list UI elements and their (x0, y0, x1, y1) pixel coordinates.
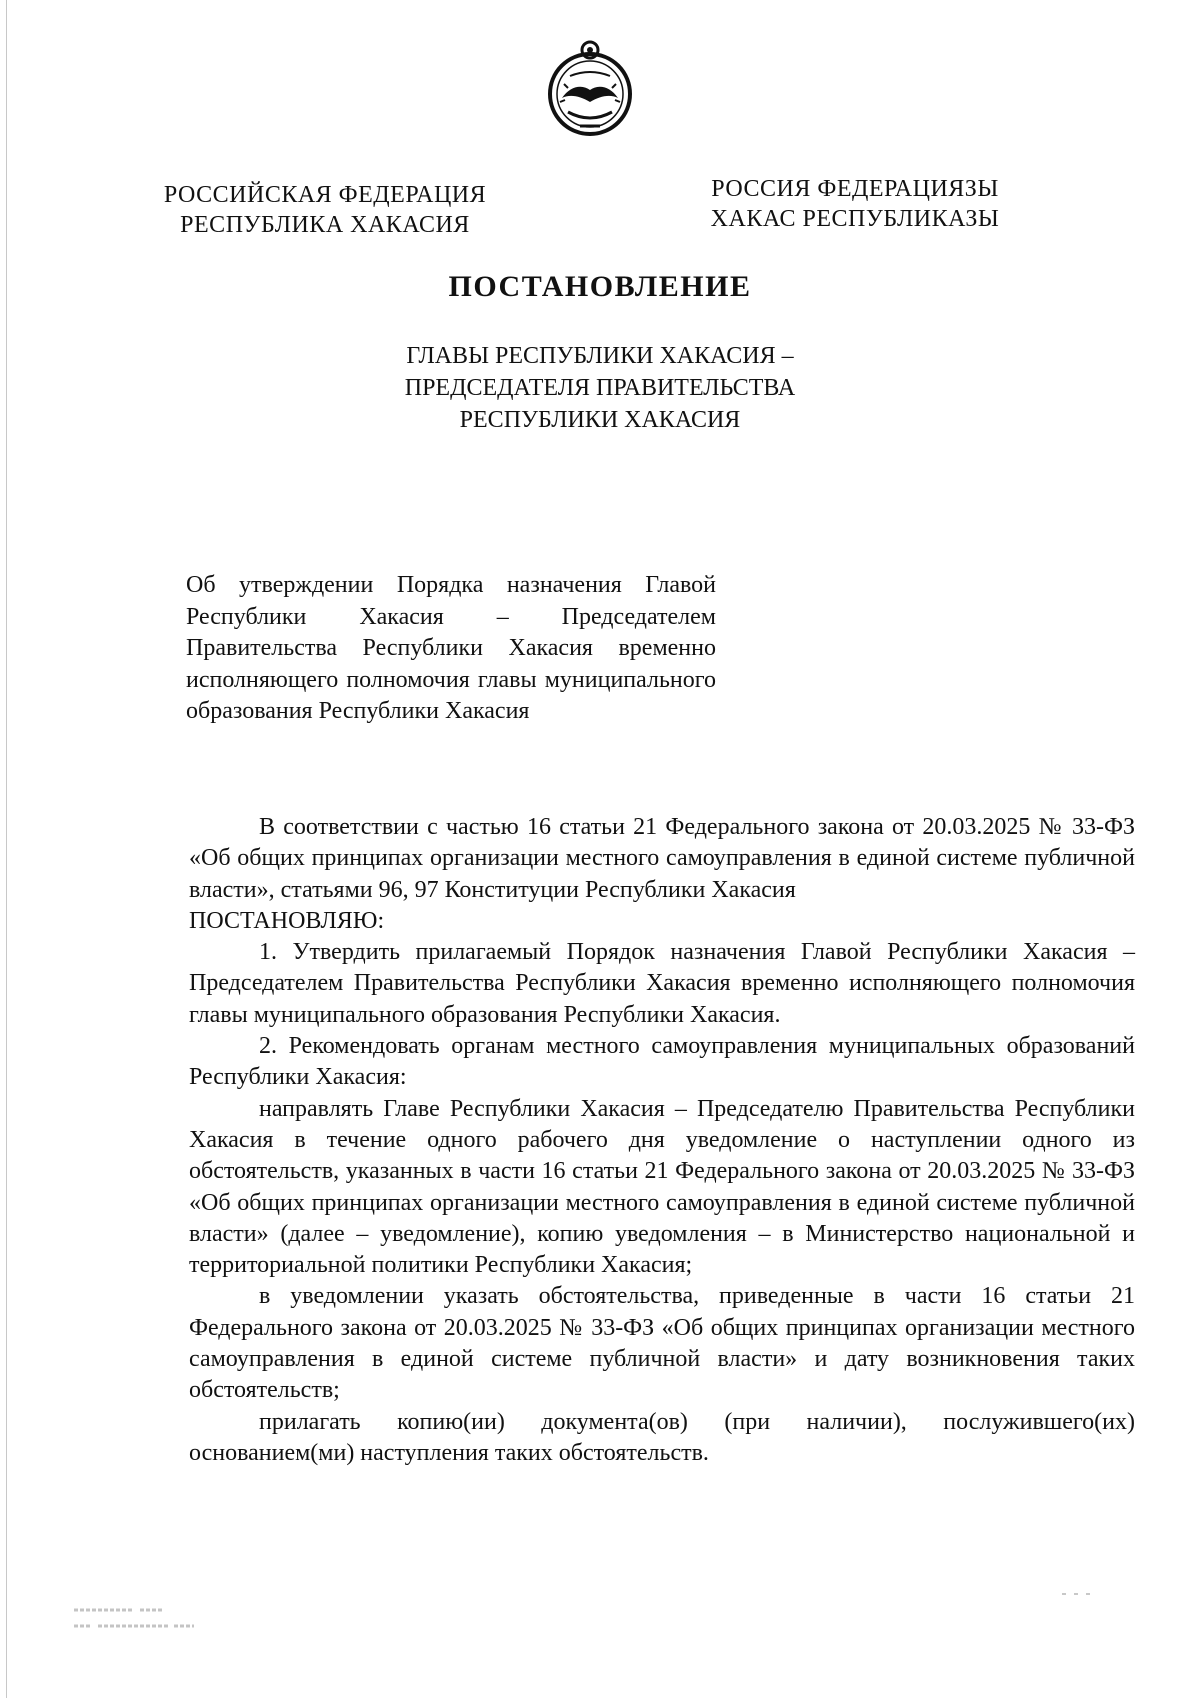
scan-edge-line (6, 0, 7, 1698)
preamble-paragraph: В соответствии с частью 16 статьи 21 Федерального закона от 20.03.2025 № 33-ФЗ «Об общих принципах организации местного самоуправления в единой системе публичной власти», статьями 96, 97 Конституции Республики Хакасия (189, 814, 1135, 903)
item-2-sub-1: направлять Главе Республики Хакасия – Председателю Правительства Республики Хакасия в течение одного рабочего дня уведомление о наступлении одного из обстоятельств, указанных в части 16 статьи 21 Федерального закона от 20.03.2025 № 33-ФЗ «Об общих принципах организации местного самоуправления в единой системе публичной власти» (далее – уведомление), копию уведомления – в Министерство национальной и территориальной политики Республики Хакасия; (189, 1095, 1135, 1279)
decree-word: ПОСТАНОВЛЯЮ: (189, 907, 385, 934)
document-body (189, 812, 1135, 1469)
header-right-line1: РОССИЯ ФЕДЕРАЦИЯЗЫ (711, 176, 999, 202)
document-subject: Об утверждении Порядка назначения Главой Республики Хакасия – Председателем Правительства Республики Хакасия временно исполняющего полномочия главы муниципального образования Республики Хакасия (186, 572, 716, 724)
item-2-sub-2: в уведомлении указать обстоятельства, приведенные в части 16 статьи 21 Федерального закона от 20.03.2025 № 33-ФЗ «Об общих принципах организации местного самоуправления в единой системе публичной власти» и дату возникновения таких обстоятельств; (189, 1283, 1135, 1404)
issuer-block (300, 340, 900, 436)
header-left (150, 180, 500, 240)
faint-page-marks (1060, 1590, 1100, 1598)
faint-scan-stamp (70, 1600, 200, 1636)
document-type-title: ПОСТАНОВЛЕНИЕ (448, 270, 752, 303)
item-2: 2. Рекомендовать органам местного самоуправления муниципальных образований Республики Хакасия: (189, 1033, 1135, 1091)
issuer-line3: РЕСПУБЛИКИ ХАКАСИЯ (459, 407, 741, 433)
coat-of-arms-icon (540, 40, 640, 140)
header-right (690, 174, 1020, 234)
header-right-line2: ХАКАС РЕСПУБЛИКАЗЫ (710, 206, 1000, 232)
header-left-line1: РОССИЙСКАЯ ФЕДЕРАЦИЯ (163, 182, 487, 208)
item-1: 1. Утвердить прилагаемый Порядок назначения Главой Республики Хакасия – Председателем Правительства Республики Хакасия временно исполняющего полномочия главы муниципального образования Республики Хакасия. (189, 939, 1135, 1028)
item-2-sub-3: прилагать копию(ии) документа(ов) (при наличии), послужившего(их) основанием(ми) наступления таких обстоятельств. (189, 1408, 1135, 1466)
issuer-line2: ПРЕДСЕДАТЕЛЯ ПРАВИТЕЛЬСТВА (404, 375, 796, 401)
header-left-line2: РЕСПУБЛИКА ХАКАСИЯ (180, 212, 470, 238)
issuer-line1: ГЛАВЫ РЕСПУБЛИКИ ХАКАСИЯ – (406, 343, 794, 369)
